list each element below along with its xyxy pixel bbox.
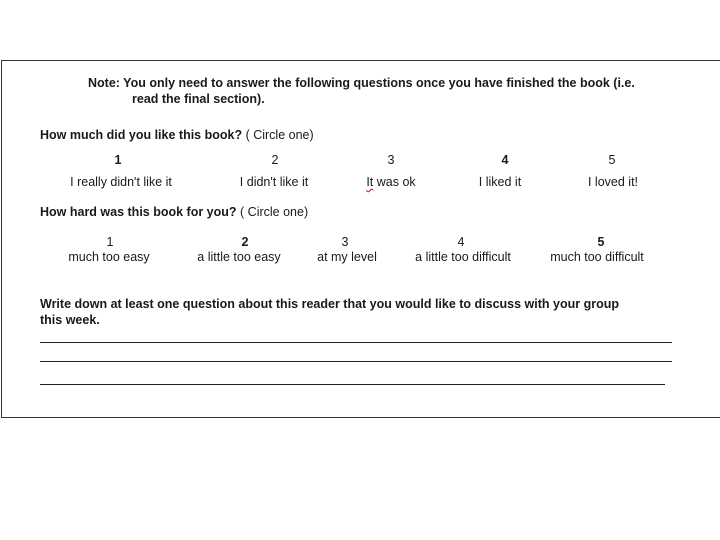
q3-line-1: Write down at least one question about this reader that you would like to discuss with your group [40, 297, 619, 311]
q2-option-2-label[interactable]: a little too easy [197, 250, 281, 264]
q2-option-4-label[interactable]: a little too difficult [415, 250, 511, 264]
spellcheck-word: It [366, 175, 374, 189]
q2-option-3-label[interactable]: at my level [317, 250, 377, 264]
q2-option-2-number[interactable]: 2 [241, 235, 249, 249]
q1-heading [40, 128, 314, 142]
q2-hint: ( Circle one) [240, 205, 309, 219]
q1-option-5-label[interactable]: I loved it! [587, 175, 639, 189]
note [88, 75, 635, 107]
q2-heading [40, 205, 308, 219]
worksheet [1, 60, 720, 418]
q1-option-3-label-rest: was ok [373, 175, 416, 189]
q1-question: How much did you like this book? [40, 128, 243, 142]
q1-option-2-label[interactable]: I didn't like it [239, 175, 309, 189]
q3-line-2: this week. [40, 313, 100, 327]
q2-question: How hard was this book for you? [40, 205, 237, 219]
answer-line-3[interactable] [40, 384, 665, 385]
answer-line-2[interactable] [40, 361, 672, 362]
note-line-1: Note: You only need to answer the following questions once you have finished the book (i.e. [88, 76, 635, 90]
q1-option-2-number[interactable]: 2 [271, 153, 279, 167]
q2-option-5-number[interactable]: 5 [597, 235, 605, 249]
q1-hint: ( Circle one) [245, 128, 314, 142]
note-line-2: read the final section). [132, 92, 265, 106]
answer-line-1[interactable] [40, 342, 672, 343]
q1-option-1-number[interactable]: 1 [114, 153, 122, 167]
q2-option-4-number[interactable]: 4 [457, 235, 465, 249]
q2-option-5-label[interactable]: much too difficult [550, 250, 644, 264]
q3-prompt [40, 296, 619, 328]
q2-option-1-number[interactable]: 1 [106, 235, 114, 249]
q1-option-4-label[interactable]: I liked it [478, 175, 522, 189]
q1-option-3-number[interactable]: 3 [387, 153, 395, 167]
q1-option-1-label[interactable]: I really didn't like it [70, 175, 172, 189]
q1-option-4-number[interactable]: 4 [501, 153, 509, 167]
q1-option-3-label[interactable] [366, 175, 415, 189]
q1-option-5-number[interactable]: 5 [608, 153, 616, 167]
q2-option-1-label[interactable]: much too easy [68, 250, 150, 264]
q2-option-3-number[interactable]: 3 [341, 235, 349, 249]
